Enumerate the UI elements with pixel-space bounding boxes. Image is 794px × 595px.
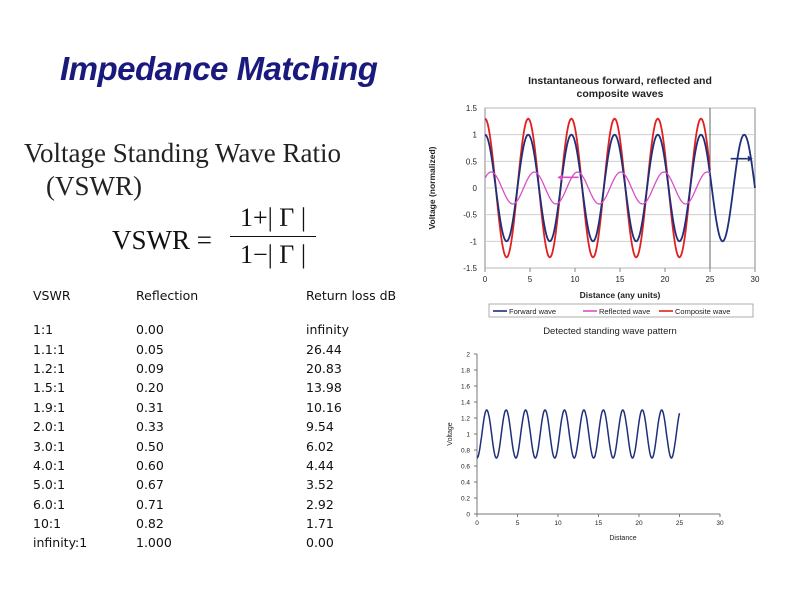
cell-reflection: 0.00 — [136, 322, 164, 338]
chart2-y-tick: 0.4 — [460, 479, 470, 487]
chart1-y-tick: 1.5 — [465, 104, 477, 113]
chart2-x-tick: 0 — [475, 520, 479, 527]
chart2-y-tick: 2 — [466, 351, 470, 359]
formula-lhs: VSWR = — [112, 225, 212, 255]
formula-denominator: 1−| Γ | — [239, 240, 307, 269]
cell-return-loss: infinity — [306, 322, 349, 338]
cell-vswr: 1.5:1 — [33, 380, 66, 396]
cell-vswr: 1.2:1 — [33, 360, 66, 376]
chart2-xlabel: Distance — [609, 535, 637, 542]
chart1-x-tick: 15 — [615, 275, 625, 284]
chart1-y-tick: 0 — [472, 184, 477, 193]
chart2-y-tick: 1.4 — [460, 399, 470, 407]
table-row — [33, 378, 416, 397]
cell-reflection: 0.31 — [136, 399, 164, 415]
chart1-x-tick: 0 — [482, 275, 488, 284]
cell-vswr: 1.1:1 — [33, 341, 66, 357]
table-row — [33, 475, 416, 494]
chart1-legend — [489, 304, 753, 317]
cell-return-loss: 6.02 — [306, 438, 334, 454]
table-row — [33, 436, 416, 455]
cell-return-loss: 10.16 — [306, 399, 342, 415]
cell-reflection: 0.82 — [136, 516, 164, 532]
table-row — [33, 456, 416, 475]
chart2-x-tick: 15 — [594, 520, 603, 527]
formula-numerator: 1+| Γ | — [239, 203, 307, 232]
cell-vswr: 3.0:1 — [33, 438, 66, 454]
cell-return-loss: 13.98 — [306, 380, 342, 396]
table-row — [33, 533, 416, 552]
fraction-bar — [230, 236, 316, 237]
chart2-x-tick: 25 — [675, 520, 684, 527]
cell-reflection: 0.67 — [136, 477, 164, 493]
chart1-y-tick: -1.5 — [463, 264, 477, 273]
cell-vswr: infinity:1 — [33, 535, 88, 551]
chart1-y-tick: -1 — [469, 237, 477, 247]
table-row — [33, 398, 416, 417]
cell-reflection: 0.20 — [136, 380, 164, 396]
chart2-x-tick: 30 — [716, 520, 724, 527]
chart1-x-tick: 25 — [705, 275, 715, 284]
chart2-y-tick: 1.8 — [460, 367, 470, 375]
standing-wave-chart — [440, 318, 740, 550]
cell-vswr: 1.9:1 — [33, 399, 66, 415]
cell-reflection: 0.71 — [136, 496, 164, 512]
cell-return-loss: 2.92 — [306, 496, 334, 512]
table-row — [33, 339, 416, 358]
chart1-xlabel: Distance (any units) — [579, 290, 661, 300]
cell-vswr: 10:1 — [33, 516, 62, 532]
slide-subtitle — [24, 137, 341, 203]
cell-reflection: 1.000 — [136, 535, 172, 551]
cell-return-loss: 9.54 — [306, 419, 334, 435]
header-reflection: Reflection — [136, 288, 199, 303]
cell-vswr: 4.0:1 — [33, 457, 66, 473]
header-return-loss: Return loss dB — [306, 288, 397, 303]
chart2-y-tick: 0.6 — [460, 463, 470, 471]
chart2-x-tick: 10 — [554, 520, 562, 527]
cell-reflection: 0.33 — [136, 419, 164, 435]
chart2-ylabel: Voltage — [447, 422, 454, 446]
chart2-y-tick: 1.2 — [460, 415, 470, 423]
chart2-y-tick: 0.2 — [460, 495, 470, 503]
vswr-table — [33, 288, 416, 553]
chart1-x-tick: 10 — [570, 275, 580, 284]
chart1-title-line2: composite waves — [576, 88, 664, 100]
waves-chart — [423, 70, 771, 320]
chart2-y-tick: 1.6 — [460, 383, 470, 391]
cell-vswr: 2.0:1 — [33, 419, 66, 435]
subtitle-line1: Voltage Standing Wave Ratio — [24, 138, 342, 168]
table-row — [33, 514, 416, 533]
chart1-x-tick: 5 — [527, 275, 533, 284]
subtitle-line2: (VSWR) — [46, 171, 142, 201]
chart2-y-tick: 0 — [466, 511, 470, 519]
chart1-x-tick: 30 — [750, 275, 760, 284]
cell-reflection: 0.05 — [136, 341, 164, 357]
chart2-title: Detected standing wave pattern — [543, 326, 677, 337]
slide-title: Impedance Matching — [60, 50, 378, 87]
legend-label: Composite wave — [675, 307, 731, 316]
cell-return-loss: 4.44 — [306, 457, 334, 473]
chart2-standing-wave-line — [477, 410, 680, 458]
chart2-x-tick: 5 — [515, 520, 520, 527]
chart1-y-tick: 1 — [472, 130, 477, 140]
chart1-y-tick: -0.5 — [463, 210, 477, 220]
cell-reflection: 0.09 — [136, 360, 164, 376]
chart1-ylabel: Voltage (normalized) — [427, 146, 437, 230]
header-vswr: VSWR — [33, 288, 71, 303]
table-body — [33, 320, 416, 553]
legend-label: Forward wave — [509, 307, 557, 316]
legend-label: Reflected wave — [599, 307, 651, 316]
cell-reflection: 0.50 — [136, 438, 164, 454]
chart1-x-tick: 20 — [660, 275, 670, 284]
table-row — [33, 320, 416, 339]
cell-return-loss: 20.83 — [306, 360, 342, 376]
cell-reflection: 0.60 — [136, 457, 164, 473]
chart1-title-line1: Instantaneous forward, reflected and — [528, 75, 712, 87]
cell-return-loss: 3.52 — [306, 477, 334, 493]
table-row — [33, 417, 416, 436]
chart1-y-tick: 0.5 — [465, 157, 477, 167]
chart2-y-tick: 1 — [466, 431, 470, 439]
cell-vswr: 1:1 — [33, 322, 54, 338]
cell-vswr: 5.0:1 — [33, 477, 66, 493]
cell-return-loss: 26.44 — [306, 341, 342, 357]
cell-return-loss: 0.00 — [306, 535, 334, 551]
cell-return-loss: 1.71 — [306, 516, 334, 532]
formula-fraction — [230, 203, 316, 270]
table-header-row — [33, 288, 416, 320]
chart2-y-tick: 0.8 — [460, 447, 470, 455]
table-row — [33, 495, 416, 514]
cell-vswr: 6.0:1 — [33, 496, 66, 512]
table-row — [33, 359, 416, 378]
chart2-x-tick: 20 — [635, 520, 643, 527]
